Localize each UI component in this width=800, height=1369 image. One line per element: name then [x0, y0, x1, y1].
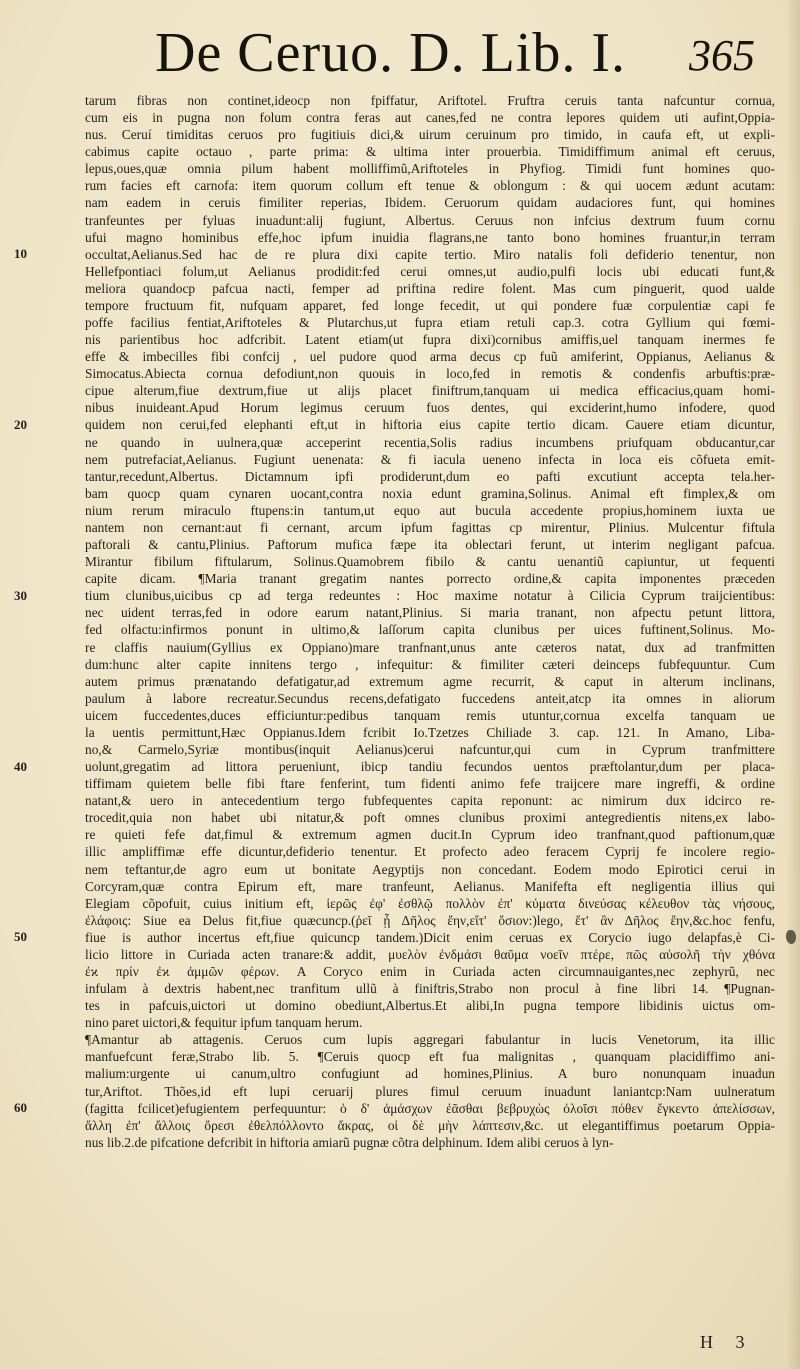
margin-line-number: 50	[14, 929, 27, 944]
margin-line-number: 30	[14, 588, 27, 603]
text-line: fed olfactu:infirmos ponunt in ultimo,& laſſorum capita clunibus per uices fuftinent,Solinus. Mo-	[85, 622, 775, 638]
text-line: trocedit,quia non habet ubi nitatur,& poft omnes clunibus proximi antegredientis nitens,ex labo-	[85, 810, 775, 826]
text-line: ufui magno hominibus effe,hoc ipfum inuidia flagrans,ne tanto bono homines fruantur,in terram	[85, 229, 775, 245]
page-number: 365	[689, 31, 755, 80]
text-line: nium rerum miraculo ftupens:in tantum,ut equo aut bucula accedente propius,hominem iuxta ue	[85, 502, 775, 518]
text-line: Elegiam cõpofuit, cuius initium eft, ἱερῶς ἐφ' ἐσθλῷ πολλὸν ἐπ' κύματα δινεύσας κέλευθον τὰς νήσους,	[85, 895, 775, 911]
text-line: tranfeuntes per fyluas inuadunt:alij fugiunt, Albertus. Ceruus non infcius dextrum fuum cornu	[85, 212, 775, 228]
text-line: cabimus capite octauo , parte prima: & ultima inter prouerbia. Timidiffimum animal eft ceruus,	[85, 144, 775, 160]
text-line: Mirantur fibilum fiftularum, Solinus.Quamobrem fibilo & cantu uenantiũ capiuntur, ut fequenti	[85, 554, 775, 570]
text-line: nus lib.2.de pifcatione defcribit in hiftoria amiarũ pugnæ cõtra delphinum. Idem alibi ceruos à lyn-	[85, 1134, 614, 1150]
text-line: nantem non cernant:aut fi cernant, arcum ipfum fagittas cp mirentur, Plinius. Mulcentur fiftula	[85, 519, 775, 535]
text-line: nec uident terras,fed in odore earum natant,Plinius. Si maria tranant, non afpectu petunt littora,	[85, 605, 775, 621]
page-header	[155, 18, 755, 88]
text-line: cum eis in pugna non folum contra feras aut canes,fed ne contra lepores quidem uti aufint,Oppia-	[85, 110, 775, 126]
text-line: no,& Carmelo,Syriæ montibus(inquit Aelianus)cerui nafcuntur,qui cum in Cyprum tranfmittere	[85, 741, 775, 757]
text-line: tium clunibus,uicibus cp ad terga redeuntes : Hoc maxime notatur à Cilicia Cyprum traijcientibus:	[85, 588, 775, 604]
text-line: manfuefcunt feræ,Strabo lib. 5. ¶Ceruis quocp eft fua malignitas , quanquam placidiffimo ani-	[85, 1049, 775, 1065]
text-line: re quieti fefe dat,fimul & extremum agmen ducit.In Cyprum ideo tranfnant,quod paftionum,quæ	[85, 827, 775, 843]
body-text	[85, 92, 775, 1151]
text-line: paftorali & cantu,Plinius. Paftorum mufica fæpe ita oblectari ferunt, ut interim negligant pafcua.	[85, 537, 775, 553]
text-line: tes in pafcuis,uictori ut domino obediunt,Albertus.Et alibi,In pugna tempore libidinis uictus om-	[85, 998, 775, 1014]
text-line: tarum fibras non continet,ideocp non fpiffatur, Ariftotel. Fruftra ceruis tanta nafcuntur cornua,	[85, 93, 775, 108]
text-line: ἐλάφοις: Siue ea Delus fit,fiue quæcuncp.(ῥεῖ ᾗ Δῆλος ἔην,εἴτ' ὅσιον:)lego, ἔτ' ἂν Δῆλος ἔην,&c.hoc fenfu,	[85, 912, 775, 928]
text-line: fiue is author incertus eft,fiue quicuncp tandem.)Dicit enim ceruas ex Corycio iugo delapfas,è Ci-	[85, 929, 775, 945]
text-line: tempore fructuum fit, nufquam apparet, fed longe fecedit, ut qui pondere fuæ corpulentiæ capi fe	[85, 297, 775, 313]
text-line: infulam à dextris habent,nec tranfitum ullũ à finiftris,Strabo non procul à fine libri 14. ¶Pugnan-	[85, 981, 775, 997]
signature-mark: H 3	[700, 1332, 745, 1352]
text-line: uicem fuccedentes,duces efficiuntur:pedibus tanquam remis utuntur,cornua excelfa tanquam ue	[85, 707, 775, 723]
margin-line-number: 40	[14, 759, 27, 774]
text-line: nam eadem in ceruis fimiliter reperias, Ibidem. Ceruorum quidam audaciores funt, qui homines	[85, 195, 775, 211]
text-line: cipue alterum,fiue dextrum,fiue ut alijs placet finiftrum,tanquam ui medica efficacius,quam homi-	[85, 383, 775, 399]
text-line: nibus inuideant.Apud Horum legimus ceruum fuos dentes, qui exciderint,humo infodere, quod	[85, 400, 775, 416]
text-line: occultat,Aelianus.Sed hac de re plura dixi capite tertio. Miro natalis foli defiderio tenentur, non	[85, 246, 775, 262]
text-line: tur,Ariftot. Thões,id eft lupi ceruarij plures fimul ceruum inuadunt laniantcp:Nam uulneratum	[85, 1083, 775, 1099]
margin-line-number: 60	[14, 1100, 27, 1115]
text-line: autem primus prænatando defatigatur,ad extremum agme recurrit, & caput in alterum inclinans,	[85, 673, 775, 689]
text-line: Simocatus.Abiecta cornua defodiunt,non quouis in loco,fed in remotis & condenfis arbuftis:præ-	[85, 366, 775, 382]
page-edge-shadow	[786, 0, 800, 1369]
text-line: tiffimam quietem belle fibi ftare fenferint, tum fidenti animo fefe traijcere mare ingreffi, & ordine	[85, 776, 775, 792]
text-line: effe & imbecilles fibi confcij , uel pudore quod arma decus cp fuũ amiferint, Oppianus, Aelianus &	[85, 349, 775, 365]
text-line: malium:urgente ui canum,ultro confugiunt ad homines,Plinius. A buro nonunquam inuadun	[85, 1066, 775, 1082]
text-line: meliora quandocp pafcua nacti, femper ad priftina redire folent. Mas cum pinguerit, quod ualde	[85, 280, 775, 296]
text-line: uolunt,gregatim ad littora perueniunt, ibicp tandiu fecundos uentos præftolantur,dum per placa-	[85, 759, 775, 775]
text-line: (fagitta fcilicet)efugientem perfequuntur: ὁ δ' ἀμάσχων ἐᾶσθαι βεβρυχὼς ὀλοῖσι πόθεν ἔγκεντο ἀπελίσσων,	[85, 1100, 775, 1116]
margin-line-number: 20	[14, 417, 27, 432]
text-line: illic ampliffimæ effe dicuntur,defiderio tenentur. Et profecto adeo feracem Cyprij fe incolere regio-	[85, 844, 775, 860]
text-line: bam quocp quam cynaren uocant,contra noxia edunt gramina,Solinus. Animal eft fimplex,& om	[85, 485, 775, 501]
text-line: re claffis nauium(Gyllius ex Oppiano)mare tranfnant,unus ante cæteros natat, dux ad tranfmitten	[85, 639, 775, 655]
margin-line-number: 10	[14, 246, 27, 261]
text-line: ἐϰ πρίν ἐϰ ἀμμῶν φέρων. A Coryco enim in Curiada acten circumnauigantes,nec zephyrũ, nec	[85, 963, 775, 979]
text-line: nis parientibus hoc adfcribit. Latent etiam(ut fupra dixi)cornibus amiffis,uel tanquam inermes fe	[85, 332, 775, 348]
text-line: rum facies eft carnofa: item quorum collum eft tenue & oblongum : & qui uocem ædunt acutam:	[85, 178, 775, 194]
text-line: Corcyram,quæ contra Epirum eft, mare tranfeunt, Aelianus. Manifefta eft negligentia illius qui	[85, 878, 775, 894]
text-line: poffe facilius fentiat,Ariftoteles & Plutarchus,ut fupra etiam retuli cap.3. cotra Gyllium qui fœmi-	[85, 315, 775, 331]
text-line: nem teftantur,de agro eum ut bonitate Aegyptijs non concedant. Eodem modo Epirotici cerui in	[85, 861, 775, 877]
text-line: ἄλλη ἐπ' ἄλλοις ὄρεσι ἐθελπόλλοντο ἄκρας, οἱ δὲ μὴν λάπτεσιν,&c. ut elegantiffimus poetarum Oppia-	[85, 1117, 775, 1133]
text-line: licio littore in Curiada acten tranare:& addit, μυελὸν ἐνδμάσι θαῦμα νοεῖν πτέρε, πῶς αὐσολῆ τὴν χθόνα	[85, 946, 775, 962]
text-line: tantur,recedunt,Albertus. Dictamnum ipfi prodiderunt,dum eo pafti excutiunt accepta tela.her-	[85, 468, 775, 484]
text-line: paulum à labore recreatur.Secundus recens,defatigato fuccedens anteit,atcp ita omnes in aliorum	[85, 690, 775, 706]
text-line: nus. Ceruí timiditas ceruos pro fugitiuis dici,& uirum ceruinum pro timido, in caufa eft, ut expli-	[85, 127, 775, 143]
text-line: natant,& uero in antecedentium tergo fubfequentes capita reponunt: ac nimirum dux idcirco re-	[85, 793, 775, 809]
text-line: la uentis permittunt,Hæc Oppianus.Idem fcribit Io.Tzetzes Chiliade 3. cap. 121. In Amano, Liba-	[85, 724, 775, 740]
text-line: Hellefpontiaci folum,ut Aelianus prodidit:fed cerui omnes,ut audio,pulfi locis ubi educati funt,&	[85, 263, 775, 279]
text-line: ¶Amantur ab attagenis. Ceruos cum lupis aggregari fabulantur in lucis Venetorum, ita illic	[85, 1032, 775, 1048]
text-line: quidem non cerui,fed elephanti eft,ut in hiftoria eius capite tertio dicam. Cauere etiam dicuntur,	[85, 417, 775, 433]
text-line: capite dicam. ¶Maria tranant gregatim nantes porrecto ordine,& capita imponentes præceden	[85, 571, 775, 587]
text-line: nem putrefaciat,Aelianus. Fugiunt uenenata: & fi iacula ueneno infecta in loca eis cõfueta emit-	[85, 451, 775, 467]
text-line: dum:hunc alter capite innitens tergo , infequitur: & fimiliter cæteri deinceps fubfequuntur. Cum	[85, 656, 775, 672]
running-head: De Ceruo. D. Lib. I.	[155, 22, 627, 84]
text-line: ne quando in uulnera,quæ acceperint recentia,Solis radius incumbens priufquam obducantur,car	[85, 434, 775, 450]
text-line: lepus,oues,quæ omnia pilum habent molliffimũ,Ariftoteles in Phyfiog. Timidi funt homines quo-	[85, 161, 775, 177]
text-line: nino paret uictori,& fequitur ipfum tanquam herum.	[85, 1015, 363, 1031]
